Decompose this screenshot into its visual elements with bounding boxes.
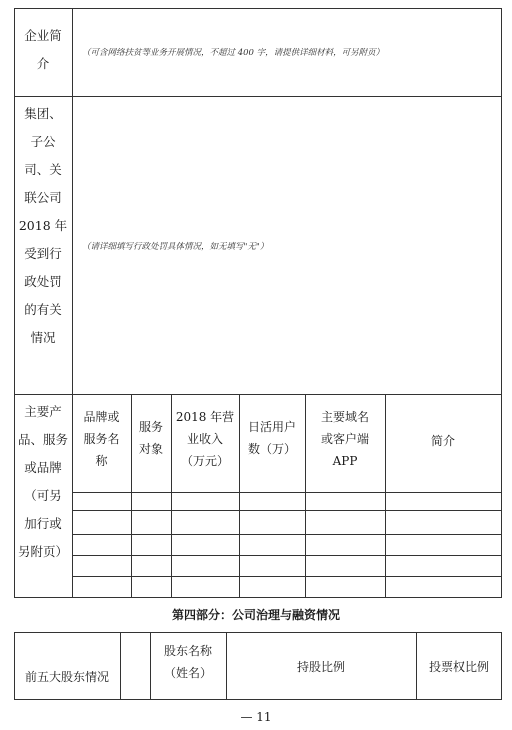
product-row-line-1 <box>72 510 502 511</box>
row-divider-2 <box>14 394 502 395</box>
products-label: 主要产 品、服务 或品牌 （可另 加行或 另附页） <box>17 404 68 559</box>
shareholders-label: 前五大股东情况 <box>24 670 109 684</box>
page-number: — 11 <box>240 710 272 724</box>
product-row-line-4 <box>72 576 502 577</box>
product-row-line-2 <box>72 534 502 535</box>
shareholders-table <box>14 632 502 700</box>
row-divider-1 <box>14 96 502 97</box>
company-intro-label: 企业简 介 <box>24 28 62 71</box>
header-service-target: 服务 对象 <box>138 420 163 456</box>
table-border-top <box>14 8 502 9</box>
section-title: 第四部分：公司治理与融资情况 <box>171 608 340 622</box>
product-header-divider <box>72 492 502 493</box>
t2-border-bottom <box>14 699 502 700</box>
header-revenue: 2018 年营 业收入 （万元） <box>175 410 235 468</box>
header-description: 简介 <box>430 434 455 448</box>
header-voting-ratio: 投票权比例 <box>428 660 489 674</box>
t2-col-divider-1 <box>120 632 121 700</box>
header-shareholder-name: 股东名称 （姓名） <box>163 644 212 680</box>
header-daily-active-users: 日活用户 数（万） <box>247 420 296 456</box>
header-brand-name: 品牌或 服务名 称 <box>83 410 120 468</box>
product-row-line-3 <box>72 555 502 556</box>
t2-border-top <box>14 632 502 633</box>
registration-form-table <box>14 8 502 598</box>
company-intro-hint: （可含网络扶贫等业务开展情况，不超过 400 字，请提供详细材料，可另附页） <box>82 48 385 58</box>
product-col-divider-5 <box>385 394 386 598</box>
table-border-bottom <box>14 597 502 598</box>
penalty-info-hint: （请详细填写行政处罚具体情况，如无填写"无"） <box>82 242 269 252</box>
header-share-ratio: 持股比例 <box>296 660 345 674</box>
penalty-info-label: 集团、 子公 司、关 联公司 2018 年 受到行 政处罚 的有关 情况 <box>18 106 68 345</box>
header-domain-app: 主要域名 或客户端 APP <box>320 410 369 468</box>
